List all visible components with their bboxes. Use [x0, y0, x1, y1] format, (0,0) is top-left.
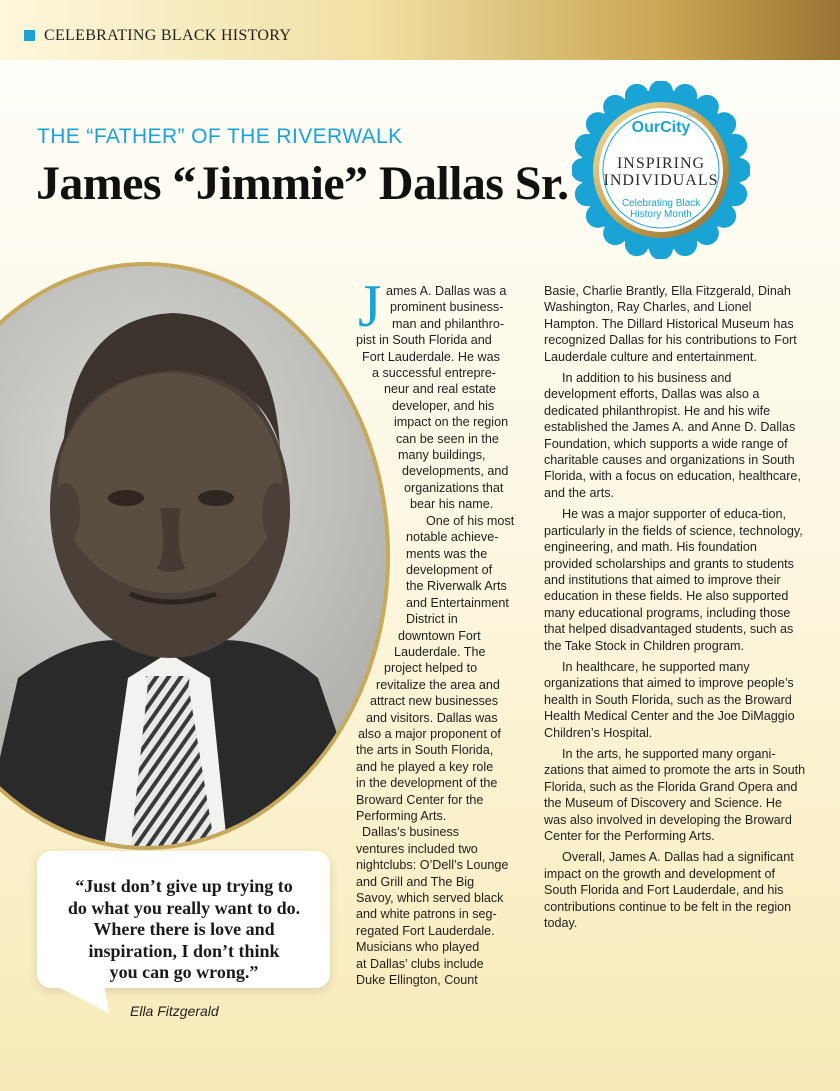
article-line: project helped to: [384, 661, 478, 676]
header-bar: [0, 0, 840, 60]
article-line: and Entertainment: [406, 595, 509, 610]
article-line: regated Fort Lauderdale.: [356, 923, 495, 938]
article-column-1: [356, 283, 516, 988]
article-line: downtown Fort: [398, 628, 481, 643]
article-paragraph: In the arts, he supported many organi-zations that aimed to promote the arts in South Florida, such as the Florida Grand Opera and the Museum of Discovery and Science. He was also involved in developing the Broward Center for the Performing Arts.: [544, 746, 806, 843]
article-line: organizations that: [404, 480, 504, 495]
article-line: Savoy, which served black: [356, 891, 504, 906]
article-line: a successful entrepre-: [372, 366, 496, 381]
article-line: the arts in South Florida,: [356, 743, 494, 758]
article-line: developments, and: [402, 464, 509, 479]
article-paragraph: In addition to his business and development efforts, Dallas was also a dedicated philanthropist. He and his wife established the James A. and Anne D. Dallas Foundation, which supports a wide range of charitable causes and organizations in South Florida, with a focus on education, healthcare, and the arts.: [544, 371, 801, 500]
badge-subtitle: Celebrating Black History Month: [621, 198, 701, 220]
article-line: ames A. Dallas was a: [386, 284, 507, 298]
quote-attribution: Ella Fitzgerald: [130, 1003, 219, 1019]
quote-line: Where there is love and: [93, 919, 275, 939]
article-line: neur and real estate: [384, 382, 497, 397]
article-line: ventures included two: [356, 841, 478, 856]
badge-line2: INDIVIDUALS: [603, 172, 719, 189]
article-line: developer, and his: [392, 398, 495, 413]
article-line: Duke Ellington, Count: [356, 973, 478, 988]
quote-line: inspiration, I don’t think: [88, 940, 280, 961]
article-line: District in: [406, 612, 458, 627]
article-line: also a major proponent of: [358, 726, 501, 741]
article-line: nightclubs: O’Dell’s Lounge: [356, 858, 509, 873]
inspiring-individuals-badge: [572, 81, 750, 259]
article-paragraph: In healthcare, he supported many organizations that aimed to improve people’s health in South Florida, such as the Broward Health Medical Center and the Joe DiMaggio Children’s Hospital.: [544, 659, 795, 740]
drop-cap: J: [358, 273, 382, 339]
article-line: can be seen in the: [396, 431, 499, 446]
article-line: attract new businesses: [370, 694, 499, 709]
article-line: Broward Center for the: [356, 792, 484, 807]
article-paragraph: Basie, Charlie Brantly, Ella Fitzgerald, Dinah Washington, Ray Charles, and Lionel Hampton. The Dillard Historical Museum has recognized Dallas for his contributions to Fort Lauderdale culture and entertainment.: [544, 284, 797, 364]
article-line: impact on the region: [394, 415, 509, 430]
section-label: CELEBRATING BLACK HISTORY: [44, 27, 292, 44]
article-line: bear his name.: [410, 497, 494, 512]
quote-line: you can go wrong.”: [109, 962, 259, 982]
article-line: One of his most: [426, 513, 515, 528]
article-line: Dallas’s business: [362, 825, 460, 840]
article-line: at Dallas’ clubs include: [356, 956, 484, 971]
article-line: and he played a key role: [356, 759, 494, 774]
article-column-2: [544, 283, 806, 936]
article-line: prominent business-: [390, 300, 504, 315]
pull-quote: [48, 876, 320, 984]
article-line: Performing Arts.: [356, 809, 447, 823]
article-line: and white patrons in seg-: [356, 907, 497, 922]
quote-line: do what you really want to do.: [67, 897, 301, 918]
article-line: the Riverwalk Arts: [406, 579, 507, 594]
quote-line: “Just don’t give up trying to: [75, 876, 293, 896]
section-square-icon: [24, 30, 35, 41]
article-line: in the development of the: [356, 776, 498, 791]
article-line: notable achieve-: [406, 530, 499, 545]
article-line: and Grill and The Big: [356, 874, 475, 889]
article-line: revitalize the area and: [376, 677, 500, 692]
quote-bubble-tail: [54, 985, 114, 1015]
article-line: Musicians who played: [356, 940, 480, 955]
article-line: Lauderdale. The: [394, 644, 486, 659]
article-line: development of: [406, 562, 493, 577]
article-line: many buildings,: [398, 448, 486, 463]
article-paragraph: Overall, James A. Dallas had a significant impact on the growth and development of South Florida and Fort Lauderdale, and his contributions continue to be felt in the region today.: [544, 850, 794, 931]
article-line: pist in South Florida and: [356, 333, 492, 348]
article-line: and visitors. Dallas was: [366, 710, 498, 725]
article-line: ments was the: [406, 546, 488, 561]
badge-brand: OurCity: [631, 119, 691, 136]
badge-line1: INSPIRING: [616, 155, 706, 172]
portrait-photo: [0, 258, 394, 854]
article-line: Fort Lauderdale. He was: [362, 349, 500, 364]
article-line: man and philanthro-: [392, 316, 505, 331]
article-title: James “Jimmie” Dallas Sr.: [36, 157, 569, 210]
article-kicker: THE “FATHER” OF THE RIVERWALK: [37, 125, 403, 148]
article-paragraph: He was a major supporter of educa-tion, particularly in the fields of science, technology, engineering, and math. His foundation provided scholarships and grants to students and institutions that aimed to improve their education in these fields. He also supported many educational programs, including those that helped disadvantaged students, such as the Take Stock in Children program.: [544, 507, 803, 653]
